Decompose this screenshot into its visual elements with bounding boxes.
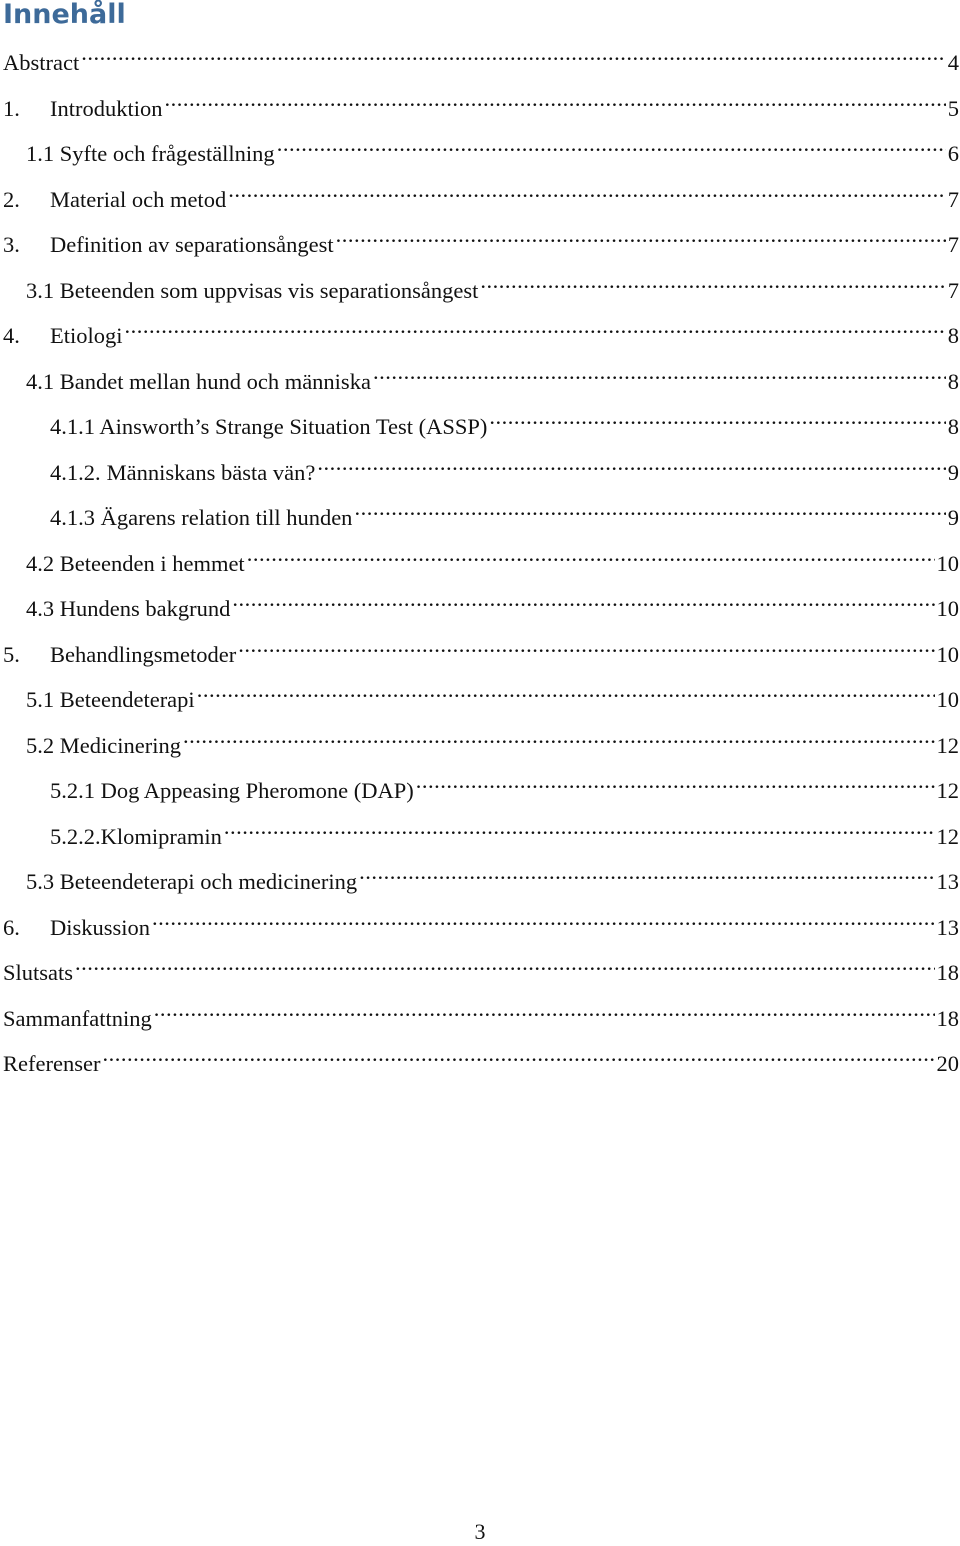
dot-leader [125,309,946,343]
dot-leader [359,855,934,889]
toc-entry-title: 5.3 Beteendeterapi och medicinering [26,865,357,899]
toc-entry-page: 12 [937,729,960,763]
dot-leader [183,719,935,753]
toc-entry[interactable] [0,264,960,310]
dot-leader [197,673,935,707]
toc-entry-title: Diskussion [50,911,150,945]
toc-entry[interactable] [0,673,960,719]
toc-entry[interactable] [0,446,960,492]
toc-entry[interactable] [0,400,960,446]
toc-heading: Innehåll [3,0,126,32]
toc-entry[interactable] [0,810,960,856]
toc-entry-page: 7 [948,183,960,217]
toc-entry-number: 5. [3,638,50,672]
toc-entry-title: 4.3 Hundens bakgrund [26,592,230,626]
toc-entry-page: 18 [937,1002,960,1036]
toc-entry-title: Människans bästa vän? [107,456,316,490]
dot-leader [416,764,935,798]
dot-leader [81,36,946,70]
dot-leader [480,264,945,298]
dot-leader [228,173,946,207]
toc-entry[interactable] [0,582,960,628]
toc-entry-page: 7 [948,228,960,262]
dot-leader [373,355,946,389]
toc-entry[interactable] [0,901,960,947]
toc-entry[interactable] [0,992,960,1038]
toc-entry-number: 4.1.2. [50,456,101,490]
toc-entry[interactable] [0,127,960,173]
toc-entry-page: 10 [937,592,960,626]
toc-entry[interactable] [0,36,960,82]
toc-entry-page: 8 [948,319,960,353]
toc-entry-page: 7 [948,274,960,308]
toc-entry-title: Abstract [3,46,79,80]
toc-entry-number: 6. [3,911,50,945]
toc-entry-page: 18 [937,956,960,990]
toc-entry-title: 4.2 Beteenden i hemmet [26,547,245,581]
toc-entry[interactable] [0,719,960,765]
page-number: 3 [0,1518,960,1546]
toc-entry-title: Referenser [3,1047,100,1081]
toc-entry[interactable] [0,764,960,810]
toc-entry-number: 1. [3,92,50,126]
toc-entry-title: Sammanfattning [3,1002,152,1036]
dot-leader [317,446,945,480]
toc-entry-title: 5.2 Medicinering [26,729,181,763]
toc-entry-title: 4.1.1 Ainsworth’s Strange Situation Test (ASSP) [50,410,487,444]
toc-entry-page: 4 [948,46,960,80]
dot-leader [224,810,935,844]
dot-leader [489,400,945,434]
toc-entry[interactable] [0,855,960,901]
toc-entry-page: 9 [948,456,960,490]
toc-entry-number: 2. [3,183,50,217]
toc-entry-page: 12 [937,820,960,854]
toc-entry[interactable] [0,173,960,219]
dot-leader [152,901,934,935]
toc-entry-title: 5.2.1 Dog Appeasing Pheromone (DAP) [50,774,414,808]
toc-entry-number: 3. [3,228,50,262]
dot-leader [165,82,946,116]
toc-entry[interactable] [0,355,960,401]
toc-entry-page: 9 [948,501,960,535]
toc-entry[interactable] [0,946,960,992]
dot-leader [277,127,946,161]
toc-entry-page: 6 [948,137,960,171]
dot-leader [232,582,934,616]
toc-entry-title: Slutsats [3,956,73,990]
toc-entry-page: 8 [948,410,960,444]
toc-entry-title: Material och metod [50,183,226,217]
dot-leader [238,628,934,662]
toc-entry-title: Introduktion [50,92,163,126]
toc-entry[interactable] [0,309,960,355]
toc-entry[interactable] [0,1037,960,1083]
toc-entry-page: 20 [937,1047,960,1081]
toc-entry[interactable] [0,628,960,674]
dot-leader [336,218,946,252]
toc-entry-title: 4.1.3 Ägarens relation till hunden [50,501,352,535]
toc-entry-page: 13 [937,911,960,945]
toc-entry-title: 5.2.2.Klomipramin [50,820,222,854]
toc-entry-page: 10 [937,683,960,717]
toc-entry-page: 8 [948,365,960,399]
dot-leader [247,537,935,571]
toc-entry-page: 13 [937,865,960,899]
toc-entry-title: 1.1 Syfte och frågeställning [26,137,275,171]
toc-entry-page: 10 [937,638,960,672]
toc-entry-title: Behandlingsmetoder [50,638,236,672]
dot-leader [75,946,934,980]
table-of-contents [0,36,960,1083]
toc-entry-number: 4. [3,319,50,353]
toc-entry-title: Etiologi [50,319,123,353]
toc-entry-page: 12 [937,774,960,808]
toc-entry-page: 10 [937,547,960,581]
dot-leader [354,491,945,525]
toc-entry[interactable] [0,491,960,537]
toc-entry-title: 5.1 Beteendeterapi [26,683,195,717]
toc-entry[interactable] [0,218,960,264]
dot-leader [154,992,935,1026]
toc-entry[interactable] [0,537,960,583]
toc-entry-title: 4.1 Bandet mellan hund och människa [26,365,371,399]
dot-leader [102,1037,934,1071]
toc-entry-page: 5 [948,92,960,126]
toc-entry-title: Definition av separationsångest [50,228,334,262]
toc-entry-title: 3.1 Beteenden som uppvisas vis separationsångest [26,274,478,308]
toc-entry[interactable] [0,82,960,128]
